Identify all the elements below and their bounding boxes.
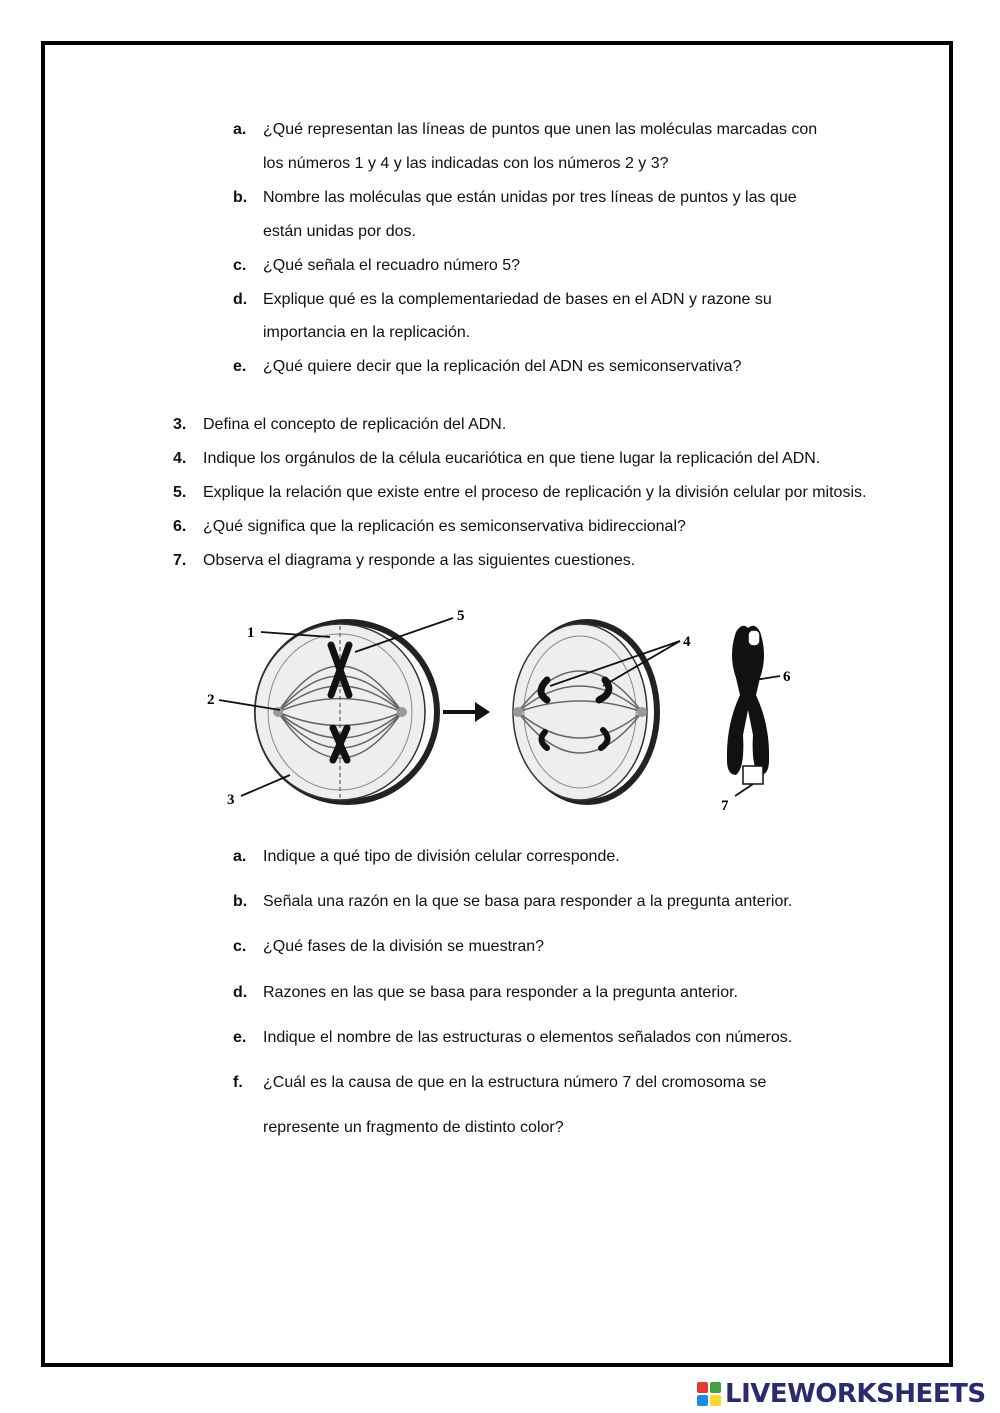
item-label: e. <box>233 358 247 375</box>
item-text: ¿Qué señala el recuadro número 5? <box>263 257 521 274</box>
item-label: 7. <box>173 552 187 569</box>
question-2a-cont: los números 1 y 4 y las indicadas con los números 2 y 3? <box>263 155 669 172</box>
item-text: Observa el diagrama y responde a las siguientes cuestiones. <box>203 552 636 569</box>
cell-anaphase <box>513 622 657 802</box>
mitosis-diagram <box>195 600 815 825</box>
item-label: d. <box>233 984 248 1001</box>
item-text: ¿Qué significa que la replicación es semiconservativa bidireccional? <box>203 518 686 535</box>
item-text: Indique el nombre de las estructuras o elementos señalados con números. <box>263 1029 793 1046</box>
logo-icon <box>697 1382 721 1406</box>
item-text: ¿Qué fases de la división se muestran? <box>263 938 545 955</box>
item-label: e. <box>233 1029 247 1046</box>
item-text: Razones en las que se basa para responder a la pregunta anterior. <box>263 984 738 1001</box>
label-4: 4 <box>683 634 691 650</box>
item-text: Explique la relación que existe entre el proceso de replicación y la división celular por mitosis. <box>203 484 867 501</box>
chromosome <box>727 626 769 784</box>
item-text: Indique los orgánulos de la célula eucariótica en que tiene lugar la replicación del ADN. <box>203 450 821 467</box>
label-1: 1 <box>247 625 255 641</box>
brand-text: LIVEWORKSHEETS <box>725 1379 986 1409</box>
item-label: 6. <box>173 518 187 535</box>
item-label: b. <box>233 893 248 910</box>
item-label: c. <box>233 257 247 274</box>
item-label: c. <box>233 938 247 955</box>
item-text: Nombre las moléculas que están unidas por tres líneas de puntos y las que <box>263 189 797 206</box>
item-text: ¿Qué representan las líneas de puntos que unen las moléculas marcadas con <box>263 121 818 138</box>
item-text: Indique a qué tipo de división celular corresponde. <box>263 848 620 865</box>
item-label: 3. <box>173 416 187 433</box>
item-label: 4. <box>173 450 187 467</box>
item-label: f. <box>233 1074 243 1091</box>
question-2b-cont: están unidas por dos. <box>263 223 416 240</box>
label-5: 5 <box>457 608 465 624</box>
cell-metaphase <box>255 622 437 802</box>
item-text: Defina el concepto de replicación del ADN. <box>203 416 507 433</box>
label-2: 2 <box>207 692 215 708</box>
arrow-icon <box>443 702 490 722</box>
question-7f-cont: represente un fragmento de distinto color? <box>263 1119 564 1136</box>
item-text: ¿Cuál es la causa de que en la estructura número 7 del cromosoma se <box>263 1074 767 1091</box>
item-label: a. <box>233 121 247 138</box>
item-label: 5. <box>173 484 187 501</box>
item-text: ¿Qué quiere decir que la replicación del ADN es semiconservativa? <box>263 358 742 375</box>
item-label: b. <box>233 189 248 206</box>
question-2d-cont: importancia en la replicación. <box>263 324 471 341</box>
item-text: Señala una razón en la que se basa para responder a la pregunta anterior. <box>263 893 793 910</box>
item-text: Explique qué es la complementariedad de bases en el ADN y razone su <box>263 291 772 308</box>
label-6: 6 <box>783 669 791 685</box>
item-label: d. <box>233 291 248 308</box>
liveworksheets-logo[interactable] <box>697 1378 986 1410</box>
label-7: 7 <box>721 798 729 814</box>
item-label: a. <box>233 848 247 865</box>
label-3: 3 <box>227 792 235 808</box>
